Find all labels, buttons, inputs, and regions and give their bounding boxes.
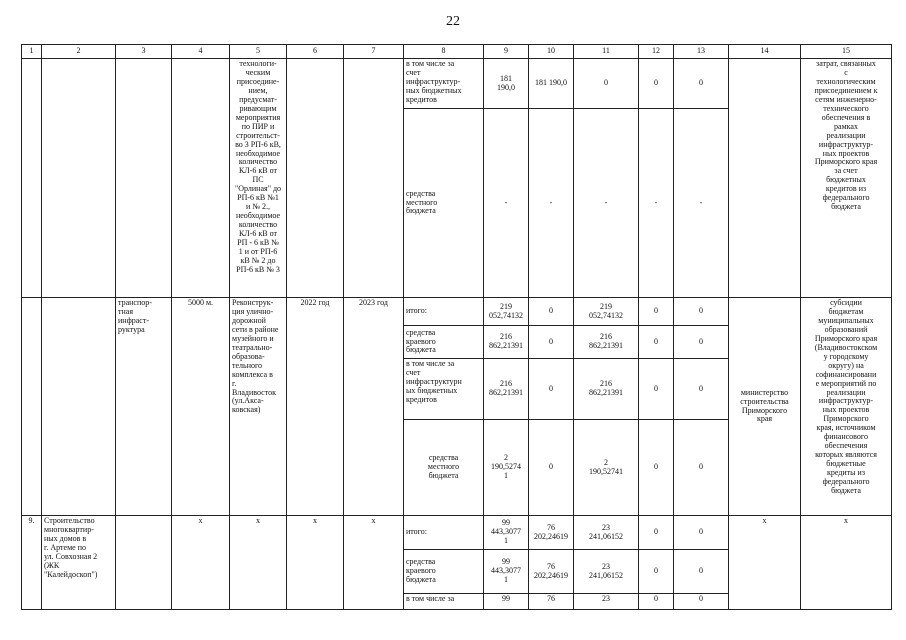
value-cell: 0 xyxy=(574,59,639,109)
value-cell: - xyxy=(674,109,729,298)
header-cell: 15 xyxy=(801,45,892,59)
value-cell: 23 241,06152 xyxy=(574,550,639,594)
cell: х xyxy=(801,516,892,610)
value-cell: 99 xyxy=(484,594,529,610)
value-cell: 181 190,0 xyxy=(529,59,574,109)
funding-source-label: в том числе за xyxy=(404,594,484,610)
header-cell: 12 xyxy=(639,45,674,59)
value-cell: 0 xyxy=(674,59,729,109)
value-cell: 0 xyxy=(674,420,729,516)
value-cell: 0 xyxy=(674,594,729,610)
funding-source-label: в том числе за счет инфраструктур- ных бюджетных кредитов xyxy=(404,59,484,109)
value-cell: 0 xyxy=(639,594,674,610)
end-year: 2023 год xyxy=(344,298,404,516)
header-row xyxy=(22,45,892,59)
funding-source-label: средства местного бюджета xyxy=(404,109,484,298)
value-cell: 23 241,06152 xyxy=(574,516,639,550)
header-cell: 4 xyxy=(172,45,230,59)
cell: х xyxy=(729,516,801,610)
cell xyxy=(116,516,172,610)
cell xyxy=(729,59,801,298)
value-cell: 0 xyxy=(674,298,729,326)
funding-source-label: в том числе за счет инфраструктурн ых бюджетных кредитов xyxy=(404,359,484,420)
purpose-description: субсидии бюджетам муниципальных образований Приморского края (Владивостокском у городскому округу) на софинансировани е мероприятий по реализации инфраструктур- ных проектов Приморского края, источником финансового обеспечения которых являются бюджетные кредиты из федерального бюджета xyxy=(801,298,892,516)
value-cell: 216 862,21391 xyxy=(574,326,639,359)
page-number: 22 xyxy=(446,14,460,29)
value-cell: 0 xyxy=(529,420,574,516)
value-cell: 0 xyxy=(529,326,574,359)
value-cell: 0 xyxy=(674,550,729,594)
start-year: 2022 год xyxy=(287,298,344,516)
value-cell: - xyxy=(529,109,574,298)
header-cell: 8 xyxy=(404,45,484,59)
value-cell: 219 052,74132 xyxy=(574,298,639,326)
value-cell: 0 xyxy=(639,298,674,326)
cell xyxy=(172,59,230,298)
header-cell: 7 xyxy=(344,45,404,59)
value-cell: 2 190,52741 xyxy=(574,420,639,516)
value-cell: 0 xyxy=(674,359,729,420)
cell xyxy=(344,59,404,298)
header-cell: 11 xyxy=(574,45,639,59)
funding-source-label: средства местного бюджета xyxy=(404,420,484,516)
cell xyxy=(22,59,42,298)
value-cell: 216 862,21391 xyxy=(484,359,529,420)
value-cell: - xyxy=(639,109,674,298)
cell xyxy=(116,59,172,298)
header-cell: 2 xyxy=(42,45,116,59)
cell xyxy=(287,59,344,298)
capacity-value: 5000 м. xyxy=(172,298,230,516)
header-cell: 5 xyxy=(230,45,287,59)
header-cell: 10 xyxy=(529,45,574,59)
sector-name: транспор- тная инфраст- руктура xyxy=(116,298,172,516)
measure-description: Реконструк- ция улично- дорожной сети в районе музейного и театрально- образова- тельного комплекса в г. Владивосток (ул.Акса- ковская) xyxy=(230,298,287,516)
header-cell: 9 xyxy=(484,45,529,59)
value-cell: 0 xyxy=(639,550,674,594)
budget-table xyxy=(21,44,892,610)
value-cell: 0 xyxy=(639,59,674,109)
value-cell: 0 xyxy=(529,359,574,420)
value-cell: 2 190,5274 1 xyxy=(484,420,529,516)
value-cell: 0 xyxy=(639,326,674,359)
table-row xyxy=(22,298,892,326)
funding-source-label: итого: xyxy=(404,516,484,550)
value-cell: 0 xyxy=(674,326,729,359)
cell xyxy=(42,298,116,516)
responsible-authority: министерство строительства Приморского края xyxy=(729,298,801,516)
value-cell: 0 xyxy=(674,516,729,550)
value-cell: 76 xyxy=(529,594,574,610)
value-cell: 0 xyxy=(529,298,574,326)
cell: х xyxy=(287,516,344,610)
funding-source-label: средства краевого бюджета xyxy=(404,326,484,359)
value-cell: - xyxy=(574,109,639,298)
header-cell: 13 xyxy=(674,45,729,59)
value-cell: 76 202,24619 xyxy=(529,516,574,550)
purpose-description: затрат, связанных с технологическим присоединением к сетям инженерно- технического обеспечения в рамках реализации инфраструктур- ных проектов Приморского края за счет бюджетных кредитов из федерального бюджета xyxy=(801,59,892,298)
value-cell: 76 202,24619 xyxy=(529,550,574,594)
table-row xyxy=(22,516,892,550)
value-cell: 23 xyxy=(574,594,639,610)
measure-description: технологи- ческим присоедине- нием, предусмат- ривающим мероприятия по ПИР и строительст- во 3 РП-6 кВ, необходимое количество КЛ-6 кВ от ПС "Орлиная" до РП-6 кВ №1 и № 2., необходимое количество КЛ-6 кВ от РП - 6 кВ № 1 и от РП-6 кВ № 2 до РП-6 кВ № 3 xyxy=(230,59,287,298)
cell: х xyxy=(230,516,287,610)
value-cell: 99 443,3077 1 xyxy=(484,550,529,594)
cell xyxy=(22,298,42,516)
header-cell: 6 xyxy=(287,45,344,59)
cell: х xyxy=(344,516,404,610)
funding-source-label: итого: xyxy=(404,298,484,326)
funding-source-label: средства краевого бюджета xyxy=(404,550,484,594)
cell xyxy=(42,59,116,298)
table-row xyxy=(22,59,892,109)
value-cell: 99 443,3077 1 xyxy=(484,516,529,550)
value-cell: 219 052,74132 xyxy=(484,298,529,326)
value-cell: 181 190,0 xyxy=(484,59,529,109)
value-cell: 0 xyxy=(639,420,674,516)
header-cell: 3 xyxy=(116,45,172,59)
row-number: 9. xyxy=(22,516,42,610)
object-name: Строительство многоквартир- ных домов в г. Артеме по ул. Совхозная 2 (ЖК "Калейдоскоп") xyxy=(42,516,116,610)
value-cell: 216 862,21391 xyxy=(574,359,639,420)
value-cell: 0 xyxy=(639,359,674,420)
header-cell: 1 xyxy=(22,45,42,59)
value-cell: - xyxy=(484,109,529,298)
header-cell: 14 xyxy=(729,45,801,59)
cell: х xyxy=(172,516,230,610)
value-cell: 216 862,21391 xyxy=(484,326,529,359)
value-cell: 0 xyxy=(639,516,674,550)
